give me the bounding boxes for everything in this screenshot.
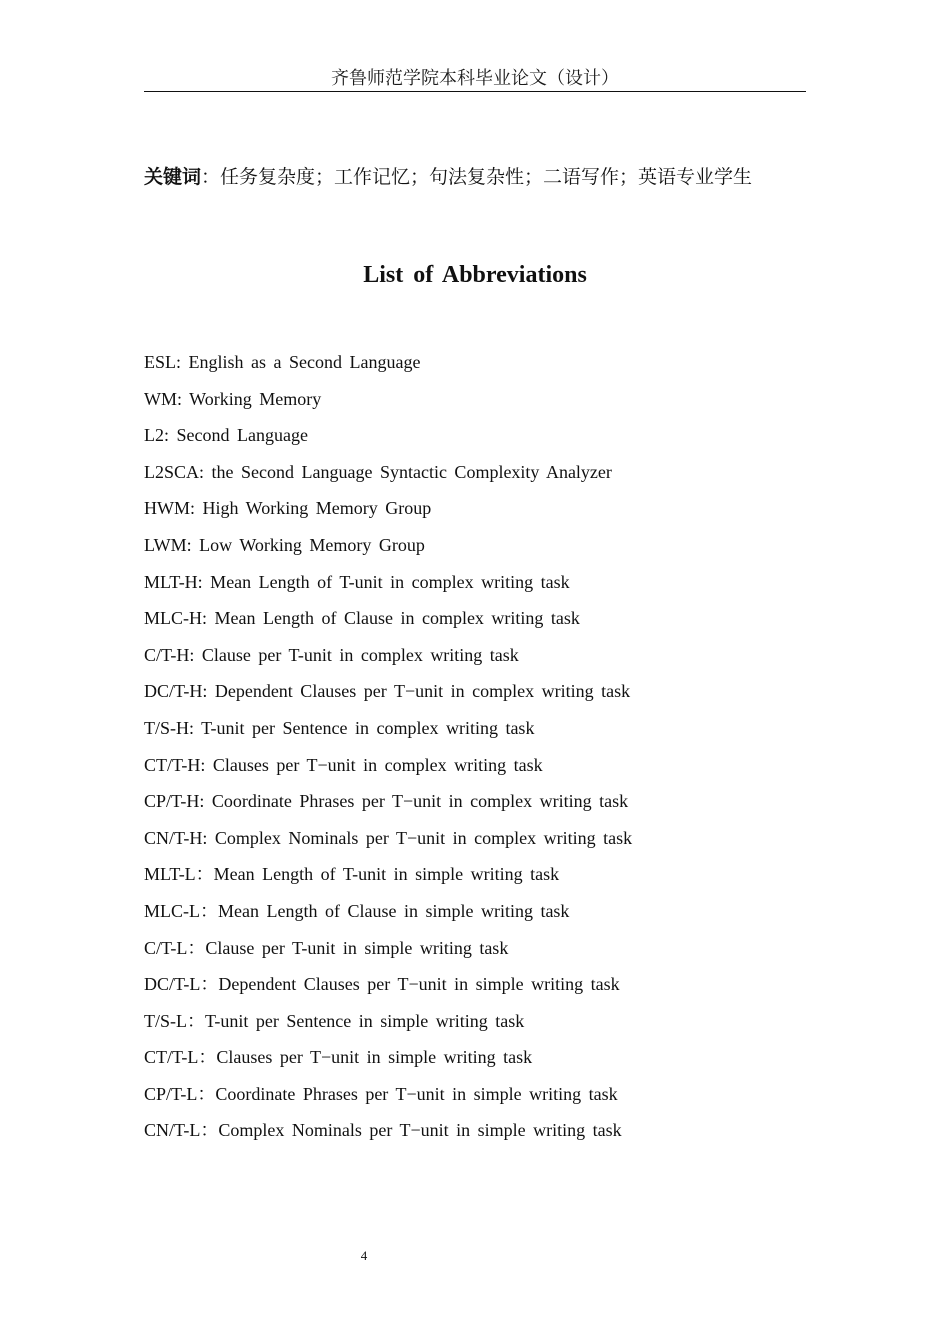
abbreviation-item: CP/T-H: Coordinate Phrases per T−unit in complex writing task	[144, 791, 629, 812]
abbreviation-item: LWM: Low Working Memory Group	[144, 534, 425, 555]
abbreviation-item: MLC-L：Mean Length of Clause in simple writing task	[144, 900, 570, 921]
abbreviation-item: WM: Working Memory	[144, 388, 322, 409]
abbreviation-item: MLT-H: Mean Length of T-unit in complex writing task	[144, 571, 570, 592]
running-header: 齐鲁师范学院本科毕业论文（设计）	[331, 68, 619, 88]
abbreviation-list	[144, 344, 824, 1149]
keywords-label: 关键词	[144, 166, 202, 188]
keywords-line	[144, 163, 806, 192]
abbreviation-item: MLC-H: Mean Length of Clause in complex writing task	[144, 608, 580, 629]
abbreviation-item: C/T-H: Clause per T-unit in complex writing task	[144, 644, 519, 665]
abbreviation-item: MLT-L：Mean Length of T-unit in simple writing task	[144, 864, 560, 885]
abbreviation-item: C/T-L：Clause per T-unit in simple writing task	[144, 937, 509, 958]
keywords-text: ：任务复杂度；工作记忆；句法复杂性；二语写作；英语专业学生	[201, 167, 753, 188]
abbreviation-item: CN/T-L：Complex Nominals per T−unit in simple writing task	[144, 1120, 622, 1141]
abbreviation-item: CN/T-H: Complex Nominals per T−unit in complex writing task	[144, 827, 633, 848]
abbreviation-item: DC/T-H: Dependent Clauses per T−unit in complex writing task	[144, 681, 631, 702]
abbreviation-item: T/S-H: T-unit per Sentence in complex writing task	[144, 717, 535, 738]
abbreviation-item: ESL: English as a Second Language	[144, 352, 421, 372]
section-title: List of Abbreviations	[363, 262, 587, 288]
abbreviation-item: T/S-L：T-unit per Sentence in simple writing task	[144, 1010, 525, 1031]
abbreviation-item: CT/T-H: Clauses per T−unit in complex writing task	[144, 754, 543, 775]
abbreviation-item: DC/T-L：Dependent Clauses per T−unit in simple writing task	[144, 974, 620, 995]
abbreviation-item: HWM: High Working Memory Group	[144, 498, 432, 519]
page-number: 4	[360, 1248, 368, 1263]
abbreviation-item: CT/T-L：Clauses per T−unit in simple writing task	[144, 1047, 533, 1068]
abbreviation-item: CP/T-L：Coordinate Phrases per T−unit in simple writing task	[144, 1083, 618, 1104]
abbreviation-item: L2SCA: the Second Language Syntactic Complexity Analyzer	[144, 461, 612, 482]
abbreviation-item: L2: Second Language	[144, 425, 308, 446]
header-divider	[144, 91, 806, 92]
